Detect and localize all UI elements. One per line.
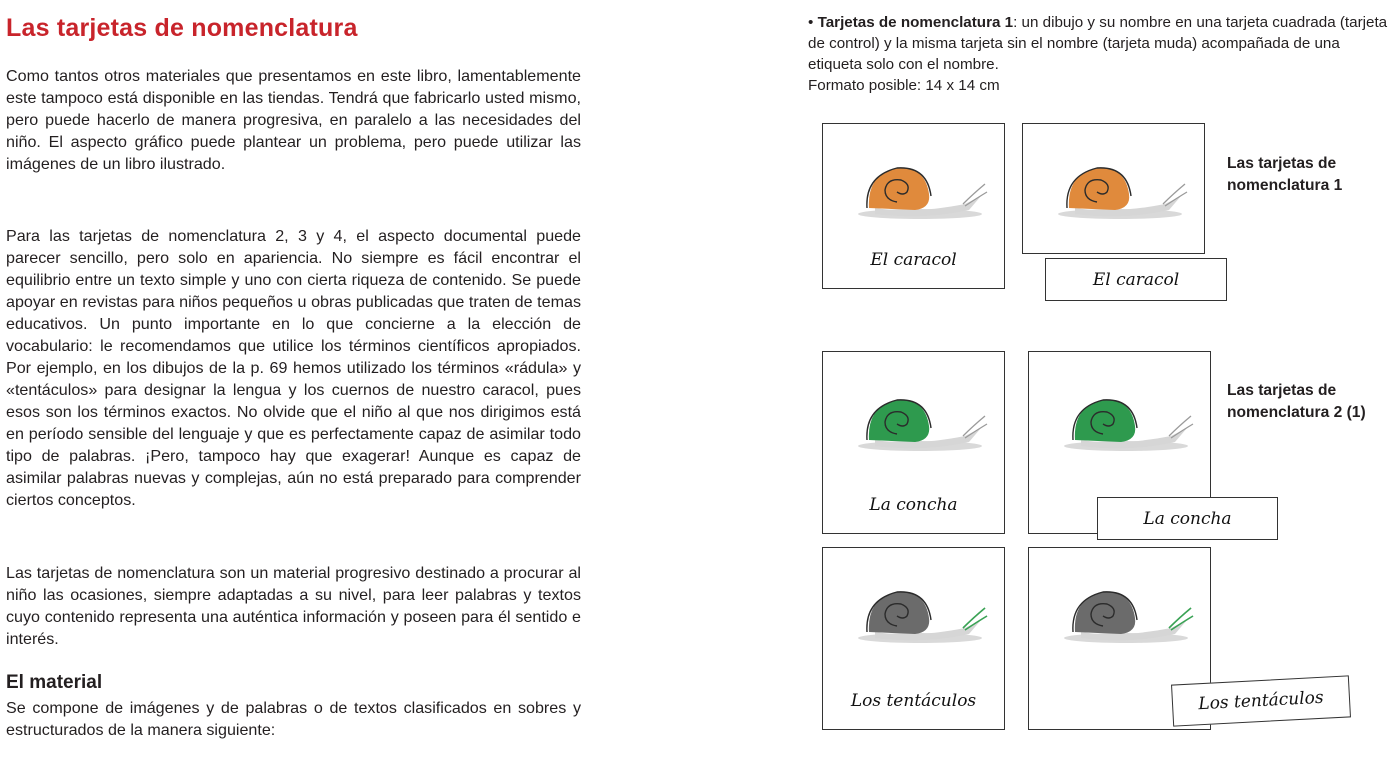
snail-icon [845,376,995,466]
section-heading: El material [6,672,103,693]
page-title: Las tarjetas de nomenclatura [6,14,358,42]
card-type-description [808,12,1388,96]
silent-card-caracol [1022,123,1205,254]
caption-group-1 [1227,153,1342,197]
caption-line: Las tarjetas de [1227,155,1337,172]
word-label-caracol: El caracol [1045,258,1227,301]
bullet: • [808,14,814,31]
snail-icon [845,568,995,658]
control-card-caracol [822,123,1005,289]
control-card-concha [822,351,1005,534]
paragraph-3: Las tarjetas de nomenclatura son un material progresivo destinado a procurar al niño las ocasiones, siempre adaptadas a su nivel, para leer palabras y textos cuyo contenido representa una auténtica información y poseen para él sentido e interés. [6,564,581,648]
card-word: Los tentáculos [850,691,977,711]
snail-icon [1051,568,1201,658]
word-label-concha: La concha [1097,497,1278,540]
card-type-name: Tarjetas de nomenclatura 1 [817,14,1014,31]
caption-line: nomenclatura 1 [1227,177,1343,194]
snail-icon [1051,376,1201,466]
paragraph-2: Para las tarjetas de nomenclatura 2, 3 y 4, el aspecto documental puede parecer sencillo, pero solo en apariencia. No siempre es fácil encontrar el equilibrio entre un texto simple y uno con cierta riqueza de contenido. Se puede apoyar en revistas para niños pequeños u obras publicadas que traten de temas educativos. Un punto importante en lo que concierne a la elección de vocabulario: le recomendamos que utilice los términos científicos apropiados. Por ejemplo, en los dibujos de la p. 69 hemos utilizado los términos «rádula» y «tentáculos» para designar la lengua y los cuernos de nuestro caracol, pues esos son los términos exactos. No olvide que el niño al que nos dirigimos está en período sensible del lenguaje y que es perfectamente capaz de asimilar todo tipo de palabras. ¡Pero, tampoco hay que exagerar! Aunque es capaz de asimilar palabras nuevas y complejas, aún no está preparado para comprender ciertos conceptos. [6,227,581,509]
caption-line: nomenclatura 2 (1) [1227,404,1366,421]
format-note: Formato posible: 14 x 14 cm [808,77,1000,94]
control-card-tentaculos [822,547,1005,730]
snail-icon [1045,144,1195,234]
card-type-details: : un dibujo y su nombre en una tarjeta cuadrada (tarjeta de control) y la misma tarjeta sin el nombre (tarjeta muda) acompañada de una etiqueta solo con el nombre. [808,14,1388,73]
card-word: El caracol [870,250,957,270]
caption-group-2 [1227,380,1366,424]
word-label-tentaculos: Los tentáculos [1171,675,1351,726]
card-word: La concha [869,495,958,515]
caption-line: Las tarjetas de [1227,382,1337,399]
paragraph-1: Como tantos otros materiales que presentamos en este libro, lamentablemente este tampoco está disponible en las tiendas. Tendrá que fabricarlo usted mismo, pero puede hacerlo de manera progresiva, en paralelo a las necesidades del niño. El aspecto gráfico puede plantear un problema, pero puede utilizar las imágenes de un libro ilustrado. [6,67,581,173]
section-intro: Se compone de imágenes y de palabras o de textos clasificados en sobres y estructurados de la manera siguiente: [6,699,581,739]
snail-icon [845,144,995,234]
